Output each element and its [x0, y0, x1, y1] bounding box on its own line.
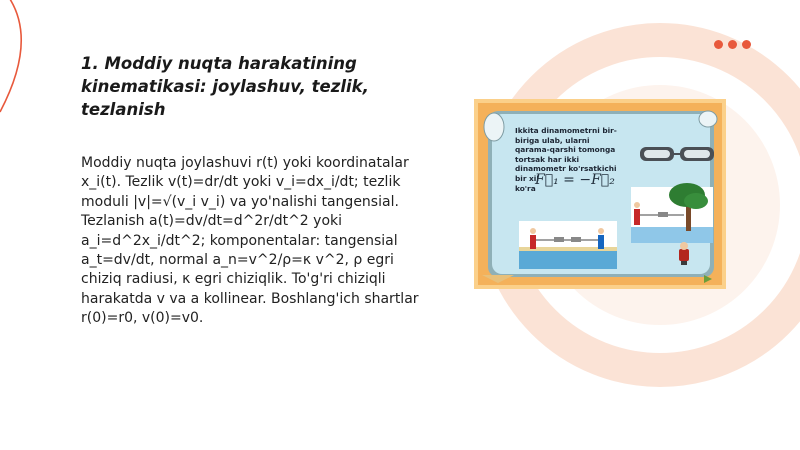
decor-dots [714, 40, 751, 49]
decor-dot [742, 40, 751, 49]
force-formula: F⃗₁ = −F⃗₂ [535, 172, 615, 188]
illustration-caption-line: qarama-qarshi tomonga [515, 145, 616, 155]
decor-dot [714, 40, 723, 49]
illustration-caption-line: bir xil [515, 173, 539, 183]
left-decor-arc [0, 0, 21, 112]
illustration-caption-line: biriga ulab, ularni [515, 135, 590, 145]
slide-title: 1. Moddiy nuqta harakatining kinematikasi: joylashuv, tezlik, tezlanish [81, 54, 369, 119]
illustration-caption-line: tortsak har ikki [515, 154, 580, 164]
illustration-caption-line: ko'ra [515, 183, 536, 193]
slide-body-text: Moddiy nuqta joylashuvi r(t) yoki koordinatalar x_i(t). Tezlik v(t)=dr/dt yoki v_i=dx_i/dt; tezlik moduli |v|=√(v_i v_i) va yo'nalishi tangensial. Tezlanish a(t)=dv/dt=d^2r/dt^2 yoki a_i=d^2x_i/dt^2; komponentalar: tangensial a_t=dv/dt, normal a_n=v^2/ρ=κ v^2, ρ egri chiziq radiusi, κ egri chiziqlik. To'g'ri chiziqli harakatda v va a kollinear. Boshlang'ich shartlar r(0)=r0, v(0)=v0. [81, 155, 419, 327]
illustration-caption-line: dinamometr ko'rsatkichi [515, 164, 617, 174]
illustration-caption-line: Ikkita dinamometrni bir- [515, 126, 617, 135]
decor-dot [728, 40, 737, 49]
